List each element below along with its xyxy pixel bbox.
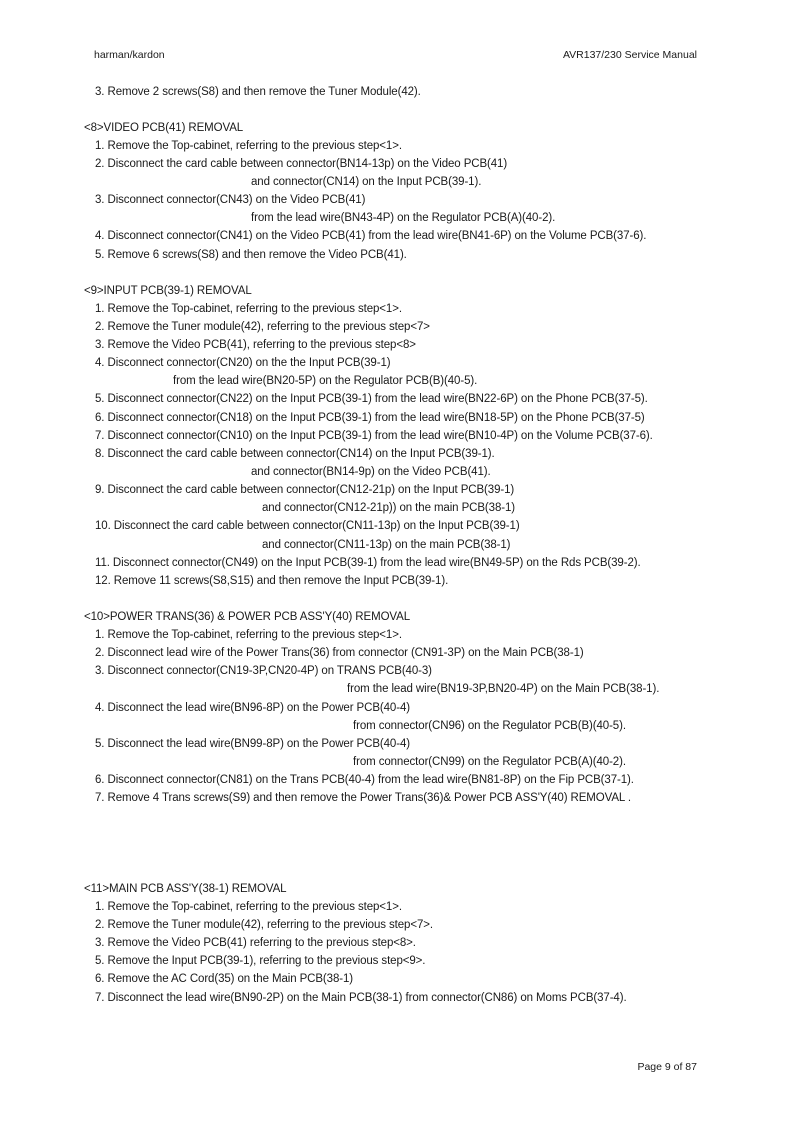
- step-text: 1. Remove the Top-cabinet, referring to the previous step<1>.: [95, 140, 402, 152]
- step-text: 7. Disconnect connector(CN10) on the Input PCB(39-1) from the lead wire(BN10-4P) on the Volume PCB(37-6).: [95, 430, 653, 442]
- step-text: 5. Disconnect the lead wire(BN99-8P) on the Power PCB(40-4): [95, 738, 410, 750]
- section-heading-input-pcb: <9>INPUT PCB(39-1) REMOVAL: [84, 285, 252, 297]
- step-continuation: from the lead wire(BN20-5P) on the Regulator PCB(B)(40-5).: [173, 375, 478, 387]
- step-text: 1. Remove the Top-cabinet, referring to the previous step<1>.: [95, 629, 402, 641]
- step-continuation: and connector(CN14) on the Input PCB(39-1).: [251, 176, 482, 188]
- step-text: 12. Remove 11 screws(S8,S15) and then remove the Input PCB(39-1).: [95, 575, 449, 587]
- step-text: 6. Disconnect connector(CN81) on the Trans PCB(40-4) from the lead wire(BN81-8P) on the Fip PCB(37-1).: [95, 774, 634, 786]
- step-text: 9. Disconnect the card cable between connector(CN12-21p) on the Input PCB(39-1): [95, 484, 515, 496]
- step-text: 2. Remove the Tuner module(42), referring to the previous step<7>: [95, 321, 430, 333]
- step-text: 5. Remove the Input PCB(39-1), referring to the previous step<9>.: [95, 955, 426, 967]
- step-text: 1. Remove the Top-cabinet, referring to the previous step<1>.: [95, 901, 402, 913]
- step-tuner-3: 3. Remove 2 screws(S8) and then remove the Tuner Module(42).: [95, 86, 421, 98]
- step-text: 6. Disconnect connector(CN18) on the Input PCB(39-1) from the lead wire(BN18-5P) on the Phone PCB(37-5): [95, 412, 645, 424]
- step-text: 3. Disconnect connector(CN19-3P,CN20-4P) on TRANS PCB(40-3): [95, 665, 432, 677]
- step-text: 2. Disconnect lead wire of the Power Trans(36) from connector (CN91-3P) on the Main PCB(38-1): [95, 647, 584, 659]
- step-text: 4. Disconnect connector(CN20) on the the Input PCB(39-1): [95, 357, 391, 369]
- step-text: 3. Disconnect connector(CN43) on the Video PCB(41): [95, 194, 366, 206]
- step-continuation: and connector(CN12-21p)) on the main PCB(38-1): [262, 502, 515, 514]
- step-text: 10. Disconnect the card cable between connector(CN11-13p) on the Input PCB(39-1): [95, 520, 520, 532]
- step-text: 3. Remove the Video PCB(41), referring to the previous step<8>: [95, 339, 416, 351]
- step-continuation: from the lead wire(BN19-3P,BN20-4P) on the Main PCB(38-1).: [347, 683, 660, 695]
- section-heading-power-trans: <10>POWER TRANS(36) & POWER PCB ASS'Y(40) REMOVAL: [84, 611, 410, 623]
- step-text: 2. Disconnect the card cable between connector(BN14-13p) on the Video PCB(41): [95, 158, 508, 170]
- page-number: Page 9 of 87: [637, 1061, 697, 1073]
- step-continuation: from the lead wire(BN43-4P) on the Regulator PCB(A)(40-2).: [251, 212, 556, 224]
- step-text: 6. Remove the AC Cord(35) on the Main PCB(38-1): [95, 973, 354, 985]
- step-text: 5. Disconnect connector(CN22) on the Input PCB(39-1) from the lead wire(BN22-6P) on the Phone PCB(37-5).: [95, 393, 648, 405]
- step-text: 7. Disconnect the lead wire(BN90-2P) on the Main PCB(38-1) from connector(CN86) on Moms PCB(37-4).: [95, 992, 627, 1004]
- step-text: 8. Disconnect the card cable between connector(CN14) on the Input PCB(39-1).: [95, 448, 495, 460]
- step-text: 4. Disconnect connector(CN41) on the Video PCB(41) from the lead wire(BN41-6P) on the Volume PCB(37-6).: [95, 230, 647, 242]
- step-text: 5. Remove 6 screws(S8) and then remove the Video PCB(41).: [95, 249, 407, 261]
- step-text: 3. Remove the Video PCB(41) referring to the previous step<8>.: [95, 937, 416, 949]
- step-text: 4. Disconnect the lead wire(BN96-8P) on the Power PCB(40-4): [95, 702, 410, 714]
- step-continuation: from connector(CN96) on the Regulator PCB(B)(40-5).: [353, 720, 626, 732]
- step-continuation: from connector(CN99) on the Regulator PCB(A)(40-2).: [353, 756, 626, 768]
- step-text: 1. Remove the Top-cabinet, referring to the previous step<1>.: [95, 303, 402, 315]
- section-heading-main-pcb: <11>MAIN PCB ASS'Y(38-1) REMOVAL: [84, 883, 287, 895]
- step-text: 7. Remove 4 Trans screws(S9) and then remove the Power Trans(36)& Power PCB ASS'Y(40) REMOVAL .: [95, 792, 631, 804]
- step-continuation: and connector(CN11-13p) on the main PCB(38-1): [262, 539, 511, 551]
- step-text: 2. Remove the Tuner module(42), referring to the previous step<7>.: [95, 919, 433, 931]
- header-manual-title: AVR137/230 Service Manual: [562, 49, 697, 61]
- section-heading-video-pcb: <8>VIDEO PCB(41) REMOVAL: [84, 122, 244, 134]
- step-text: 11. Disconnect connector(CN49) on the Input PCB(39-1) from the lead wire(BN49-5P) on the Rds PCB(39-2).: [95, 557, 641, 569]
- step-continuation: and connector(BN14-9p) on the Video PCB(41).: [251, 466, 491, 478]
- header-brand: harman/kardon: [94, 49, 165, 61]
